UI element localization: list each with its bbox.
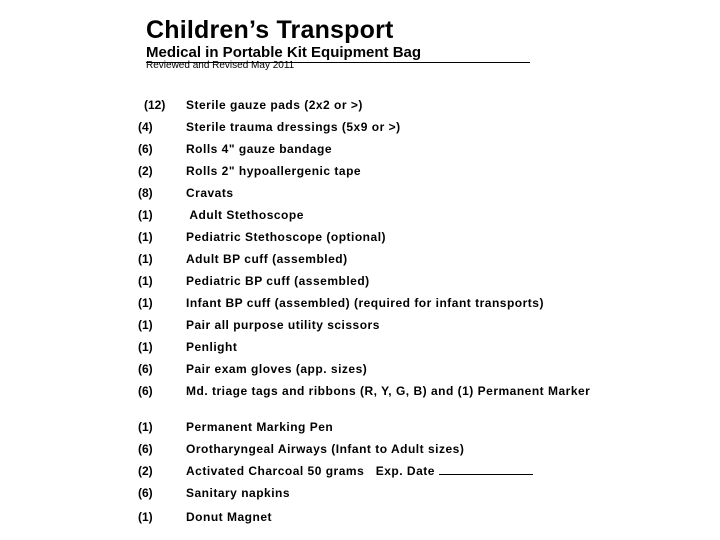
item-description bbox=[186, 464, 706, 478]
item-description: Adult BP cuff (assembled) bbox=[186, 252, 348, 266]
item-description: Pediatric Stethoscope (optional) bbox=[186, 230, 387, 244]
item-quantity: (6) bbox=[138, 442, 153, 456]
item-description: Permanent Marking Pen bbox=[186, 420, 334, 434]
item-quantity: (2) bbox=[138, 164, 153, 178]
item-quantity: (1) bbox=[138, 274, 153, 288]
item-description: Pediatric BP cuff (assembled) bbox=[186, 274, 370, 288]
item-quantity: (1) bbox=[138, 208, 153, 222]
item-description-text: Activated Charcoal 50 grams Exp. Date bbox=[186, 464, 435, 478]
item-description: Sterile gauze pads (2x2 or >) bbox=[186, 98, 363, 112]
item-description: Sanitary napkins bbox=[186, 486, 291, 500]
item-description: Md. triage tags and ribbons (R, Y, G, B) and (1) Permanent Marker bbox=[186, 384, 591, 398]
item-quantity: (1) bbox=[138, 252, 153, 266]
item-quantity: (6) bbox=[138, 486, 153, 500]
expiration-date-blank bbox=[439, 473, 533, 475]
item-quantity: (1) bbox=[138, 296, 153, 310]
document-title: Children’s Transport bbox=[146, 16, 394, 44]
item-quantity: (6) bbox=[138, 362, 153, 376]
item-quantity: (1) bbox=[138, 340, 153, 354]
item-description: Infant BP cuff (assembled) (required for infant transports) bbox=[186, 296, 544, 310]
item-description: Rolls 4" gauze bandage bbox=[186, 142, 333, 156]
item-quantity: (4) bbox=[138, 120, 153, 134]
item-description: Penlight bbox=[186, 340, 238, 354]
item-quantity: (8) bbox=[138, 186, 153, 200]
item-quantity: (1) bbox=[138, 420, 153, 434]
item-quantity: (1) bbox=[138, 230, 153, 244]
item-description: Pair exam gloves (app. sizes) bbox=[186, 362, 368, 376]
item-quantity: (1) bbox=[138, 318, 153, 332]
item-description: Cravats bbox=[186, 186, 234, 200]
item-quantity: (1) bbox=[138, 510, 153, 524]
item-quantity: (12) bbox=[144, 98, 166, 112]
item-quantity: (2) bbox=[138, 464, 153, 478]
item-description: Orotharyngeal Airways (Infant to Adult sizes) bbox=[186, 442, 465, 456]
document-subtitle: Medical in Portable Kit Equipment Bag bbox=[146, 44, 422, 61]
item-quantity: (6) bbox=[138, 384, 153, 398]
item-description: Sterile trauma dressings (5x9 or >) bbox=[186, 120, 401, 134]
item-description: Rolls 2" hypoallergenic tape bbox=[186, 164, 362, 178]
item-description: Pair all purpose utility scissors bbox=[186, 318, 380, 332]
item-description: Adult Stethoscope bbox=[186, 208, 304, 222]
item-description: Donut Magnet bbox=[186, 510, 272, 524]
item-quantity: (6) bbox=[138, 142, 153, 156]
revision-note: Reviewed and Revised May 2011 bbox=[146, 60, 295, 71]
